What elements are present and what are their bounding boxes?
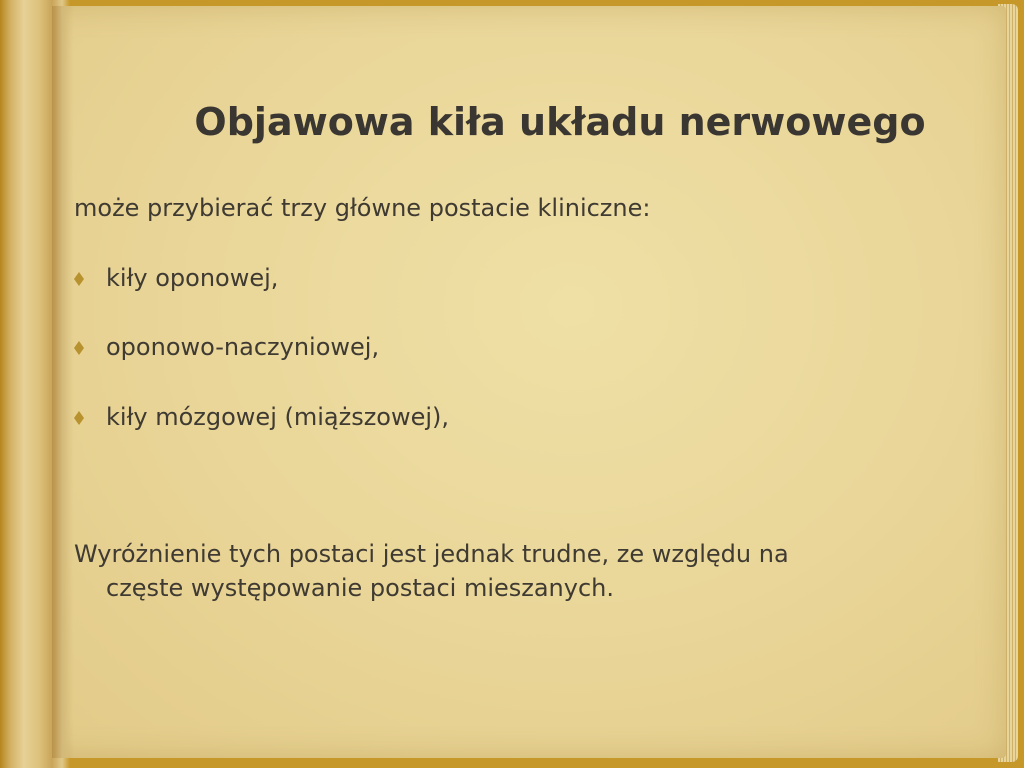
bullet-item bbox=[74, 262, 278, 294]
diamond-bullet-icon bbox=[74, 340, 84, 354]
intro-text: może przybierać trzy główne postacie kliniczne: bbox=[74, 194, 651, 222]
bullet-text: oponowo-naczyniowej, bbox=[106, 333, 380, 361]
diamond-bullet-icon bbox=[74, 410, 84, 424]
paragraph-line: Wyróżnienie tych postaci jest jednak trudne, ze względu na bbox=[74, 540, 789, 568]
bullet-text: kiły oponowej, bbox=[106, 264, 279, 292]
bullet-item bbox=[74, 331, 379, 363]
conclusion-paragraph bbox=[74, 537, 954, 605]
paragraph-line: częste występowanie postaci mieszanych. bbox=[106, 574, 615, 602]
bullet-item bbox=[74, 401, 449, 433]
slide-title: Objawowa kiła układu nerwowego bbox=[194, 100, 926, 144]
diamond-bullet-icon bbox=[74, 271, 84, 285]
bullet-text: kiły mózgowej (miąższowej), bbox=[106, 403, 450, 431]
